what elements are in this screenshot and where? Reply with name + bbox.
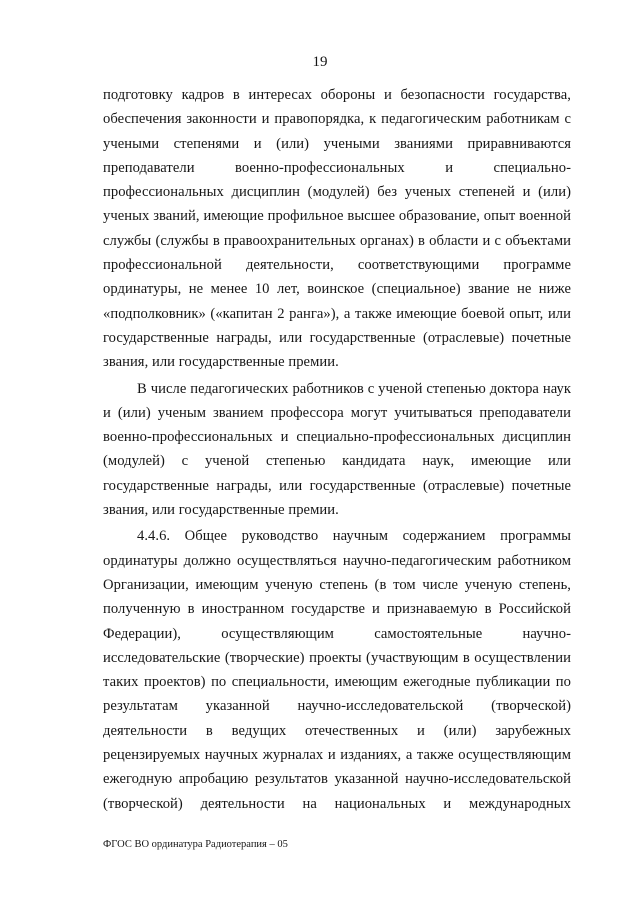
paragraph-continuation: подготовку кадров в интересах обороны и безопасности государства, обеспечения законности и правопорядка, к педагогическим работникам с учеными степенями и (или) учеными званиями приравниваются преподаватели военно-профессиональных и специально-профессиональных дисциплин (модулей) без ученых степеней и (или) ученых званий, имеющие профильное высшее образование, опыт военной службы (службы в правоохранительных органах) в области и с объектами профессиональной деятельности, соответствующими программе ординатуры, не менее 10 лет, воинское (специальное) звание не ниже «подполковник» («капитан 2 ранга»), а также имеющие боевой опыт, или государственные награды, или государственные (отраслевые) почетные звания, или государственные премии. bbox=[103, 87, 571, 371]
page-footer: ФГОС ВО ординатура Радиотерапия – 05 bbox=[103, 839, 288, 850]
page-number: 19 bbox=[312, 54, 328, 70]
paragraph-section-4-4-6: 4.4.6. Общее руководство научным содержанием программы ординатуры должно осуществляться научно-педагогическим работником Организации, имеющим ученую степень (в том числе ученую степень, полученную в иностранном государстве и признаваемую в Российской Федерации), осуществляющим самостоятельные научно-исследовательские (творческие) проекты (участвующим в осуществлении таких проектов) по специальности, имеющим ежегодные публикации по результатам указанной научно-исследовательской (творческой) деятельности в ведущих отечественных и (или) зарубежных рецензируемых научных журналах и изданиях, а также осуществляющим ежегодную апробацию результатов указанной научно-исследовательской (творческой) деятельности на национальных и международных bbox=[103, 528, 571, 812]
body-text bbox=[103, 83, 571, 816]
paragraph-doctors-of-science: В числе педагогических работников с ученой степенью доктора наук и (или) ученым званием профессора могут учитываться преподаватели военно-профессиональных и специально-профессиональных дисциплин (модулей) с ученой степенью кандидата наук, имеющие или государственные награды, или государственные (отраслевые) почетные звания, или государственные премии. bbox=[103, 380, 571, 519]
